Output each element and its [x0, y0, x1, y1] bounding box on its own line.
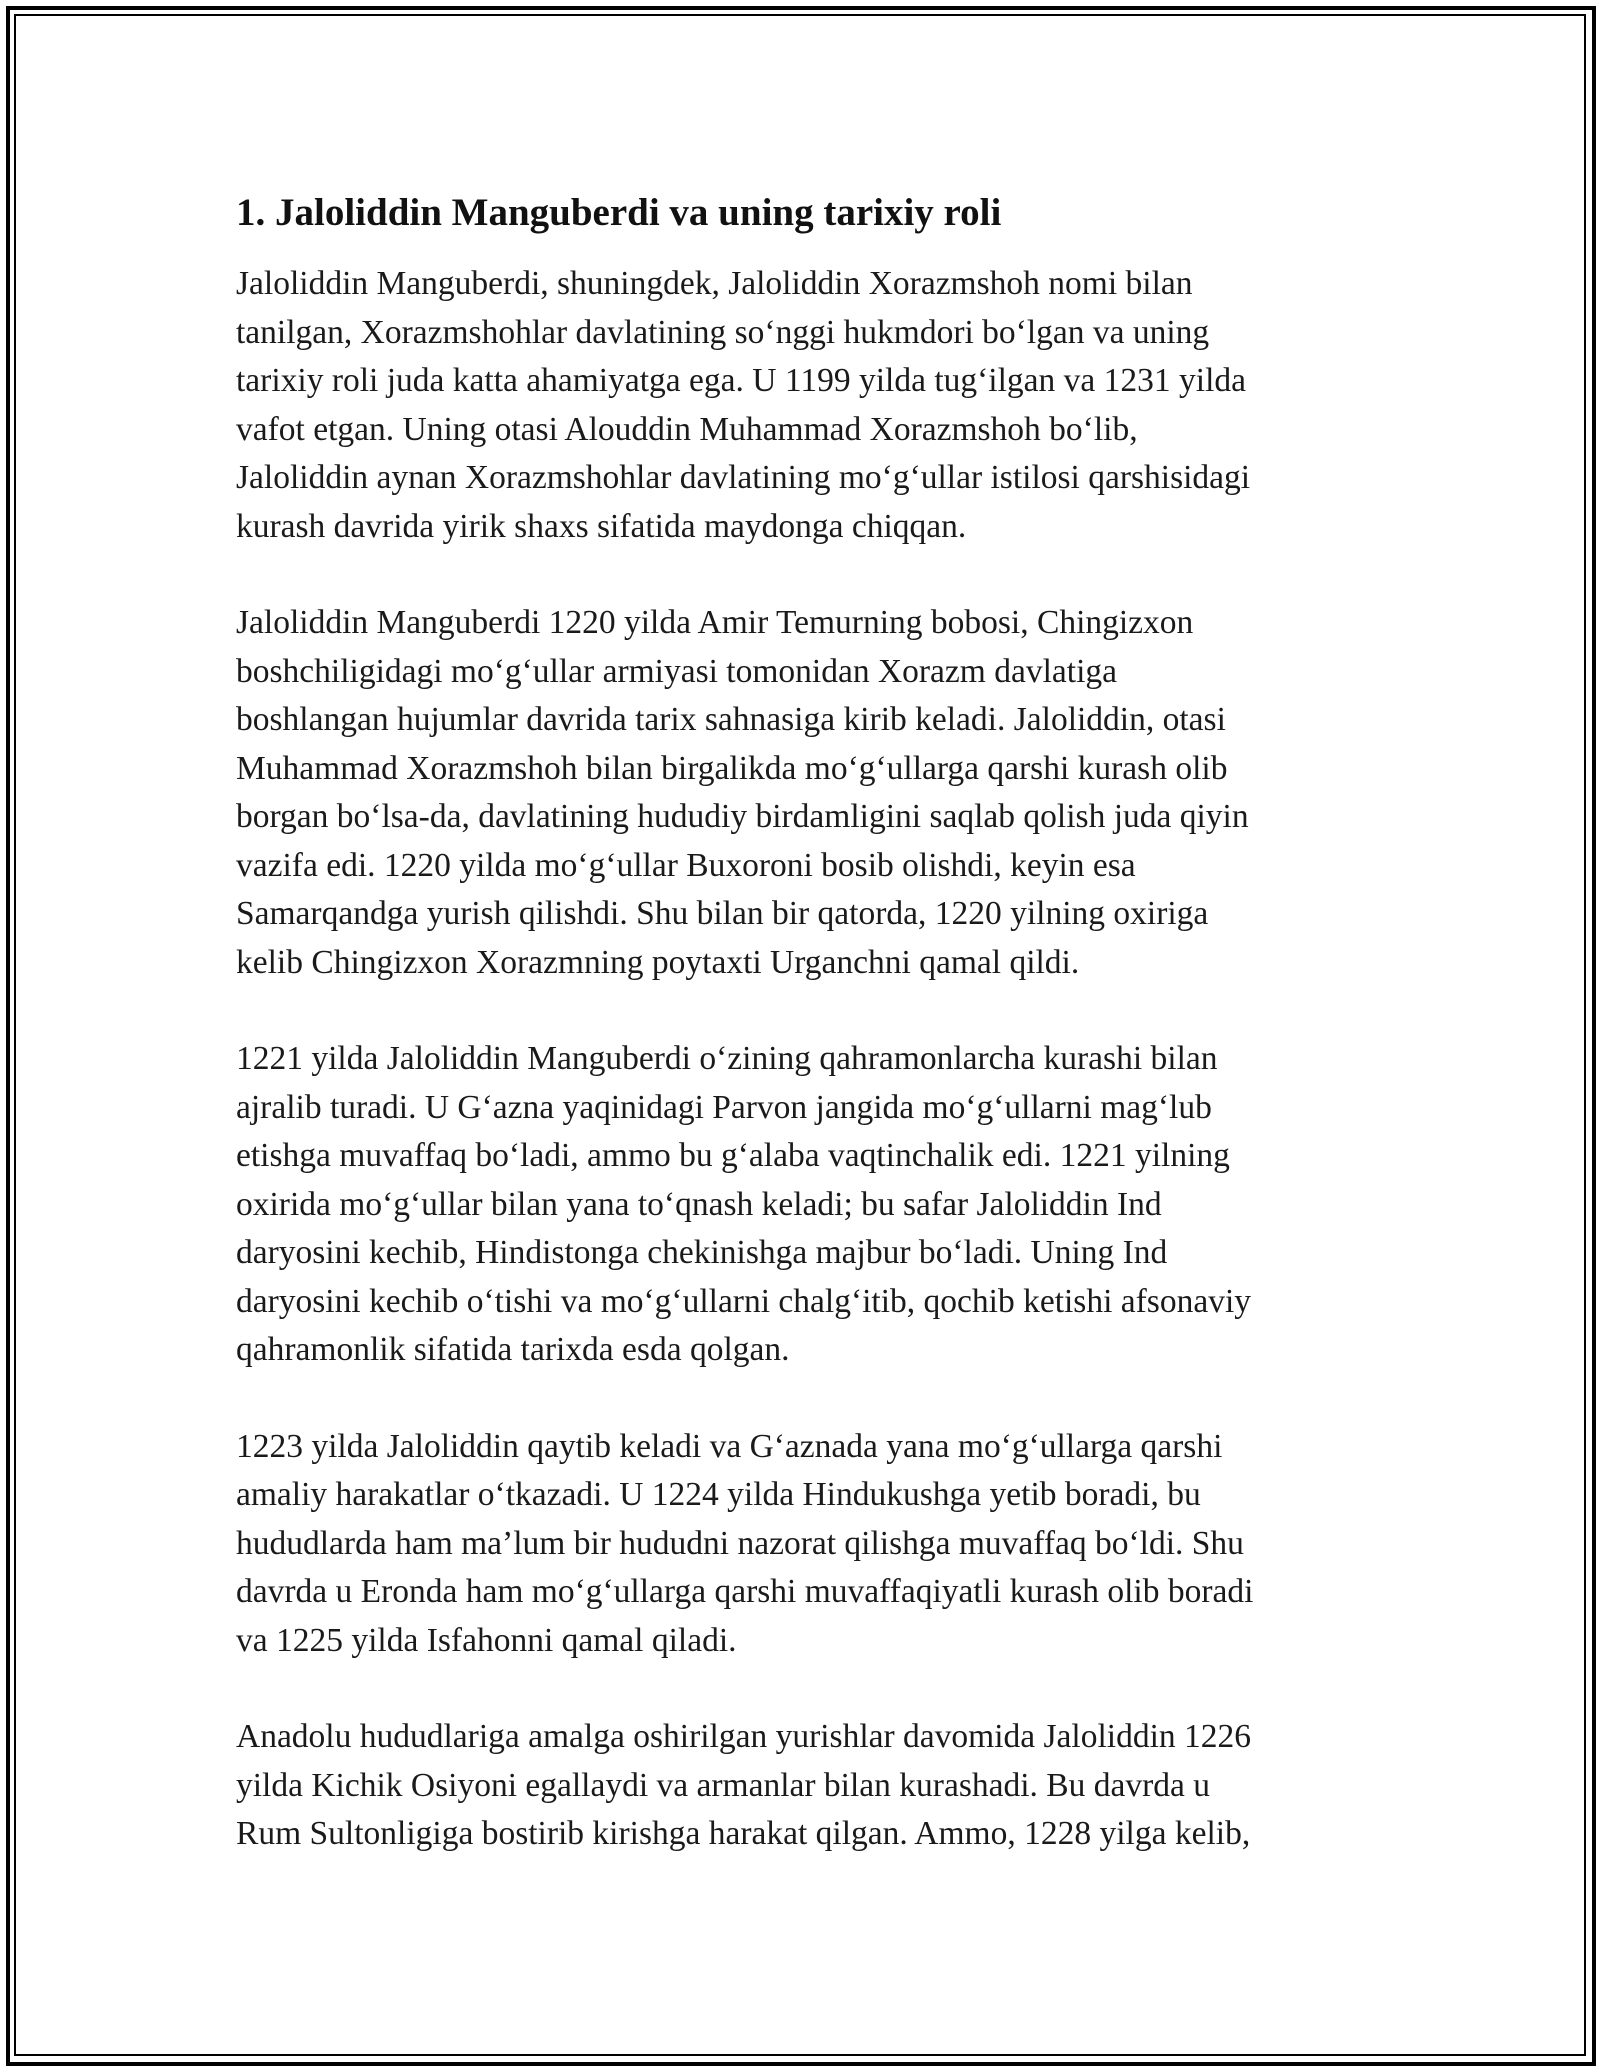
- text-line: 1221 yilda Jaloliddin Manguberdi o‘zining qahramonlarcha kurashi bilan: [236, 1040, 1218, 1077]
- text-line: daryosini kechib o‘tishi va mo‘g‘ullarni chalg‘itib, qochib ketishi afsonaviy: [236, 1282, 1252, 1320]
- text-line: Samarqandga yurish qilishdi. Shu bilan bir qatorda, 1220 yilning oxiriga: [236, 895, 1209, 932]
- text-line: oxirida mo‘g‘ullar bilan yana to‘qnash keladi; bu safar Jaloliddin Ind: [236, 1185, 1162, 1223]
- text-line: etishga muvaffaq bo‘ladi, ammo bu g‘alaba vaqtinchalik edi. 1221 yilning: [236, 1137, 1230, 1174]
- text-line: Jaloliddin Manguberdi, shuningdek, Jaloliddin Xorazmshoh nomi bilan: [236, 265, 1193, 302]
- text-line: ajralib turadi. U G‘azna yaqinidagi Parvon jangida mo‘g‘ullarni mag‘lub: [236, 1088, 1212, 1126]
- paragraph: [236, 1423, 1364, 1666]
- text-line: tarixiy roli juda katta ahamiyatga ega. U 1199 yilda tug‘ilgan va 1231 yilda: [236, 362, 1246, 399]
- section-heading: 1. Jaloliddin Manguberdi va uning tarixiy roli: [236, 191, 1002, 234]
- document-page: [236, 188, 1364, 1907]
- text-line: kurash davrida yirik shaxs sifatida maydonga chiqqan.: [236, 507, 967, 545]
- text-line: 1223 yilda Jaloliddin qaytib keladi va G‘aznada yana mo‘g‘ullarga qarshi: [236, 1427, 1223, 1465]
- paragraph: [236, 599, 1364, 987]
- text-line: va 1225 yilda Isfahonni qamal qiladi.: [236, 1621, 737, 1659]
- text-line: tanilgan, Xorazmshohlar davlatining so‘nggi hukmdori bo‘lgan va uning: [236, 313, 1210, 351]
- text-line: Muhammad Xorazmshoh bilan birgalikda mo‘g‘ullarga qarshi kurash olib: [236, 749, 1228, 787]
- text-line: borgan bo‘lsa-da, davlatining hududiy birdamligini saqlab qolish juda qiyin: [236, 798, 1249, 835]
- text-line: vazifa edi. 1220 yilda mo‘g‘ullar Buxoroni bosib olishdi, keyin esa: [236, 846, 1136, 884]
- text-line: yilda Kichik Osiyoni egallaydi va armanlar bilan kurashadi. Bu davrda u: [236, 1766, 1211, 1804]
- text-line: Anadolu hududlariga amalga oshirilgan yurishlar davomida Jaloliddin 1226: [236, 1718, 1252, 1755]
- text-line: davrda u Eronda ham mo‘g‘ullarga qarshi muvaffaqiyatli kurash olib boradi: [236, 1573, 1254, 1610]
- text-line: Jaloliddin aynan Xorazmshohlar davlatining mo‘g‘ullar istilosi qarshisidagi: [236, 459, 1251, 496]
- paragraph: [236, 260, 1364, 551]
- text-line: qahramonlik sifatida tarixda esda qolgan.: [236, 1331, 790, 1368]
- text-line: daryosini kechib, Hindistonga chekinishga majbur bo‘ladi. Uning Ind: [236, 1234, 1168, 1271]
- text-line: hududlarda ham ma’lum bir hududni nazorat qilishga muvaffaq bo‘ldi. Shu: [236, 1524, 1244, 1562]
- paragraph: [236, 1035, 1364, 1375]
- text-line: Rum Sultonligiga bostirib kirishga harakat qilgan. Ammo, 1228 yilga kelib,: [236, 1815, 1251, 1852]
- text-line: boshlangan hujumlar davrida tarix sahnasiga kirib keladi. Jaloliddin, otasi: [236, 701, 1226, 738]
- text-line: Jaloliddin Manguberdi 1220 yilda Amir Temurning bobosi, Chingizxon: [236, 604, 1194, 641]
- text-line: amaliy harakatlar o‘tkazadi. U 1224 yilda Hindukushga yetib boradi, bu: [236, 1476, 1201, 1513]
- text-line: boshchiligidagi mo‘g‘ullar armiyasi tomonidan Xorazm davlatiga: [236, 652, 1118, 690]
- text-line: kelib Chingizxon Xorazmning poytaxti Urganchni qamal qildi.: [236, 943, 1080, 981]
- paragraph: [236, 1713, 1364, 1859]
- document-body: [236, 260, 1364, 1859]
- text-line: vafot etgan. Uning otasi Alouddin Muhammad Xorazmshoh bo‘lib,: [236, 410, 1138, 448]
